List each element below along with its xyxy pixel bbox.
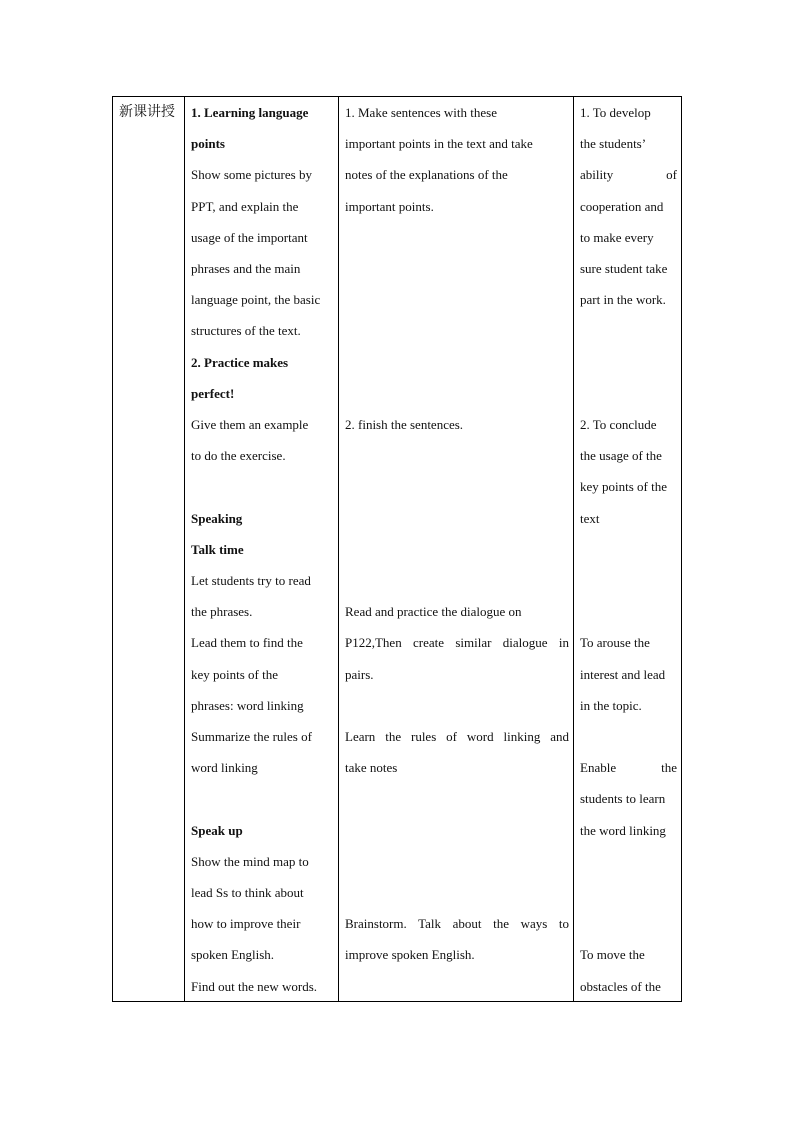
student-activity-line: P122,Then create similar dialogue in	[345, 635, 569, 651]
design-purpose-line: the word linking	[580, 822, 666, 838]
teacher-activity-line: Give them an example	[191, 417, 309, 432]
design-purpose-line: in the topic.	[580, 697, 642, 713]
design-purpose-line: To move the	[580, 947, 645, 963]
student-activity-column	[338, 97, 573, 1001]
design-purpose-line: Enable the	[580, 760, 677, 776]
teacher-activity-line: perfect!	[191, 385, 235, 401]
design-purpose-line: sure student take	[580, 261, 668, 276]
teacher-activity-line: Talk time	[191, 541, 244, 557]
design-purpose-line: part in the work.	[580, 292, 666, 308]
student-activity-line: important points.	[345, 198, 434, 214]
teacher-activity-line: Speaking	[191, 510, 243, 526]
student-activity-line: important points in the text and take	[345, 136, 533, 152]
teacher-activity-line: how to improve their	[191, 916, 301, 932]
section-label: 新课讲授	[119, 104, 175, 120]
teacher-activity-line: Show some pictures by	[191, 167, 312, 183]
student-activity-line: take notes	[345, 760, 398, 776]
student-activity-line: Learn the rules of word linking and	[345, 729, 569, 744]
teacher-activity-line: word linking	[191, 760, 258, 776]
lesson-plan-table	[112, 96, 682, 1002]
teacher-activity-line: Speak up	[191, 822, 243, 838]
student-activity-line: 1. Make sentences with these	[345, 105, 497, 120]
teacher-activity-line: 2. Practice makes	[191, 354, 289, 370]
design-purpose-line: 1. To develop	[580, 105, 651, 120]
teacher-activity-line: points	[191, 136, 225, 152]
teacher-activity-line: Lead them to find the	[191, 635, 303, 651]
design-purpose-line: to make every	[580, 229, 654, 245]
teacher-activity-line: key points of the	[191, 666, 279, 682]
design-purpose-column	[573, 97, 681, 1001]
design-purpose-line: 2. To conclude	[580, 417, 657, 432]
student-activity-line: notes of the explanations of the	[345, 167, 508, 183]
design-purpose-line: the students’	[580, 136, 647, 152]
student-activity-line: improve spoken English.	[345, 947, 475, 963]
section-column	[113, 97, 184, 1001]
design-purpose-line: obstacles of the	[580, 978, 661, 994]
teacher-activity-line: structures of the text.	[191, 323, 301, 339]
design-purpose-line: cooperation and	[580, 198, 664, 214]
design-purpose-line: key points of the	[580, 479, 668, 495]
design-purpose-line: To arouse the	[580, 635, 650, 651]
teacher-activity-line: the phrases.	[191, 604, 253, 620]
student-activity-line: Read and practice the dialogue on	[345, 604, 522, 620]
design-purpose-line: ability of	[580, 167, 677, 183]
teacher-activity-line: language point, the basic	[191, 292, 321, 308]
design-purpose-line: students to learn	[580, 791, 666, 807]
teacher-activity-line: phrases: word linking	[191, 697, 304, 713]
teacher-activity-column	[184, 97, 338, 1001]
teacher-activity-line: Let students try to read	[191, 573, 311, 588]
student-activity-line: Brainstorm. Talk about the ways to	[345, 916, 569, 932]
student-activity-line: pairs.	[345, 666, 374, 682]
teacher-activity-line: usage of the important	[191, 229, 308, 245]
teacher-activity-line: to do the exercise.	[191, 448, 286, 464]
student-activity-line: 2. finish the sentences.	[345, 417, 464, 432]
design-purpose-line: text	[580, 510, 600, 526]
design-purpose-line: interest and lead	[580, 666, 666, 682]
teacher-activity-line: phrases and the main	[191, 261, 301, 276]
teacher-activity-line: PPT, and explain the	[191, 198, 299, 214]
teacher-activity-line: Summarize the rules of	[191, 729, 312, 744]
teacher-activity-line: lead Ss to think about	[191, 885, 304, 900]
teacher-activity-line: Show the mind map to	[191, 853, 309, 869]
design-purpose-line: the usage of the	[580, 448, 662, 464]
teacher-activity-line: 1. Learning language	[191, 105, 309, 120]
teacher-activity-line: Find out the new words.	[191, 978, 318, 994]
teacher-activity-line: spoken English.	[191, 947, 275, 963]
